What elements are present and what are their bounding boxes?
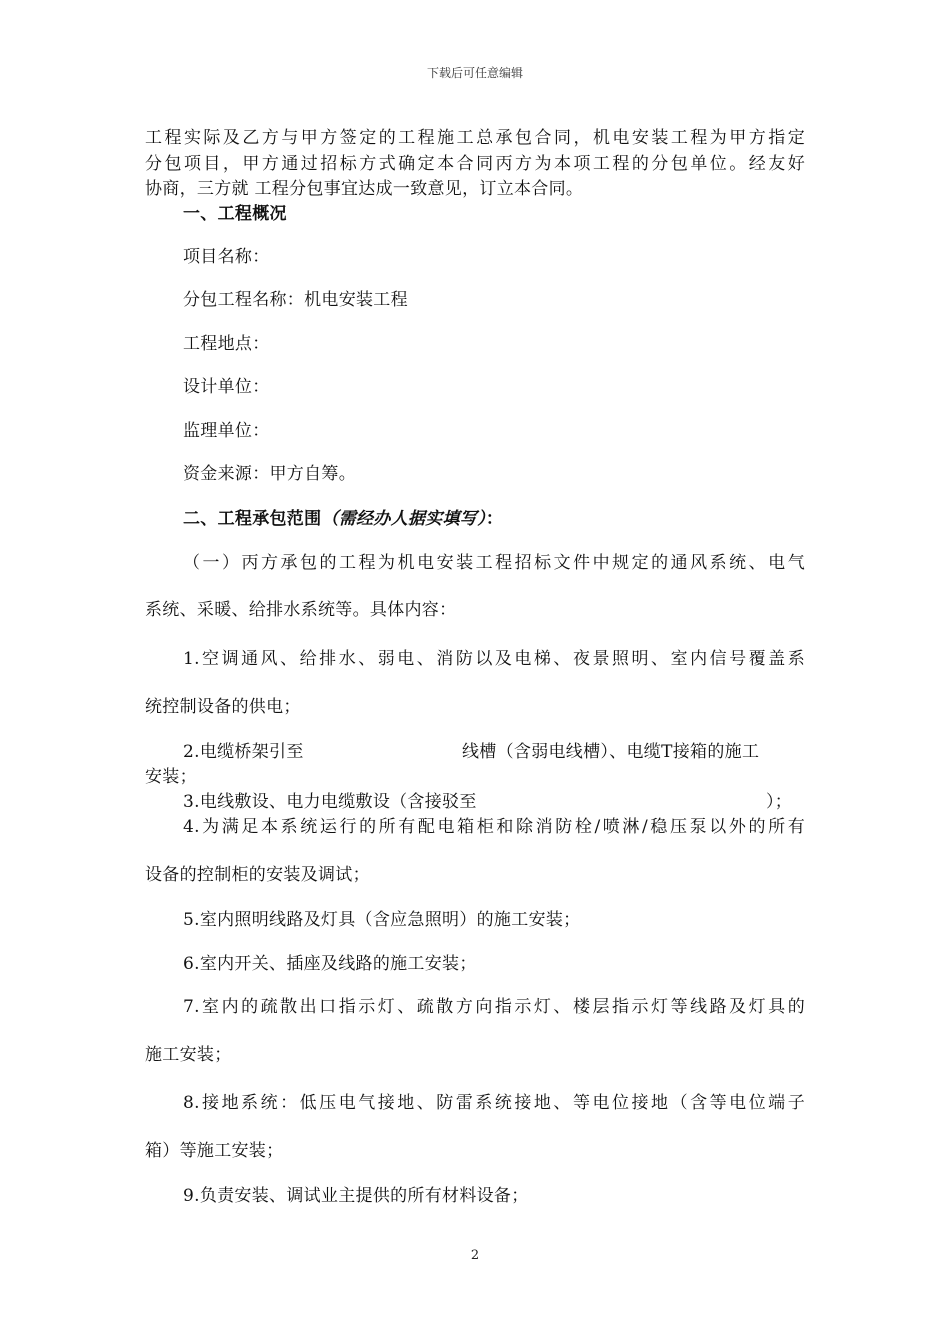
sub-project-name-field: 分包工程名称：机电安装工程: [183, 290, 408, 310]
page-number: 2: [470, 1248, 480, 1263]
item-5: 5.室内照明线路及灯具（含应急照明）的施工安装；: [183, 910, 581, 930]
location-field: 工程地点：: [183, 334, 270, 354]
item-4-line-1: 4.为满足本系统运行的所有配电箱柜和除消防栓/喷淋/稳压泵以外的所有: [183, 817, 805, 837]
item-1-line-1: 1.空调通风、给排水、弱电、消防以及电梯、夜景照明、室内信号覆盖系: [183, 649, 805, 669]
item-6: 6.室内开关、插座及线路的施工安装；: [183, 954, 477, 974]
design-unit-field: 设计单位：: [183, 377, 270, 397]
page-header: 下载后可任意编辑: [426, 66, 523, 80]
item-9: 9.负责安装、调试业主提供的所有材料设备；: [183, 1186, 529, 1206]
item-2-part-2: 线槽（含弱电线槽）、电缆T接箱的施工: [462, 742, 760, 762]
intro-line-1: 工程实际及乙方与甲方签定的工程施工总承包合同，机电安装工程为甲方指定: [145, 128, 805, 148]
section-2-title: 二、工程承包范围: [183, 509, 322, 529]
intro-line-3: 协商，三方就 工程分包事宜达成一致意见，订立本合同。: [145, 179, 584, 199]
section-2-colon: ：: [485, 509, 504, 529]
section-2-heading: [183, 508, 503, 530]
item-3-part-1: 3.电线敷设、电力电缆敷设（含接驳至: [183, 792, 477, 812]
supervision-unit-field: 监理单位：: [183, 421, 270, 441]
fund-source-field: 资金来源：甲方自筹。: [183, 464, 356, 484]
item-2-part-1: 2.电缆桥架引至: [183, 742, 304, 762]
paragraph-1-line-2: 系统、采暖、给排水系统等。具体内容：: [145, 600, 457, 620]
section-1-heading: 一、工程概况: [183, 204, 287, 224]
item-1-line-2: 统控制设备的供电；: [145, 697, 301, 717]
intro-line-2: 分包项目，甲方通过招标方式确定本合同丙方为本项工程的分包单位。经友好: [145, 154, 805, 174]
item-3-part-2: ）；: [766, 792, 793, 812]
item-7-line-1: 7.室内的疏散出口指示灯、疏散方向指示灯、楼层指示灯等线路及灯具的: [183, 997, 805, 1017]
item-8-line-2: 箱）等施工安装；: [145, 1141, 284, 1161]
item-7-line-2: 施工安装；: [145, 1045, 232, 1065]
item-4-line-2: 设备的控制柜的安装及调试；: [145, 865, 370, 885]
section-2-note: （需经办人据实填写）: [321, 509, 486, 529]
item-2-line-2: 安装；: [145, 767, 197, 787]
paragraph-1-line-1: （一）丙方承包的工程为机电安装工程招标文件中规定的通风系统、电气: [183, 553, 805, 573]
project-name-field: 项目名称：: [183, 247, 270, 267]
item-8-line-1: 8.接地系统：低压电气接地、防雷系统接地、等电位接地（含等电位端子: [183, 1093, 805, 1113]
